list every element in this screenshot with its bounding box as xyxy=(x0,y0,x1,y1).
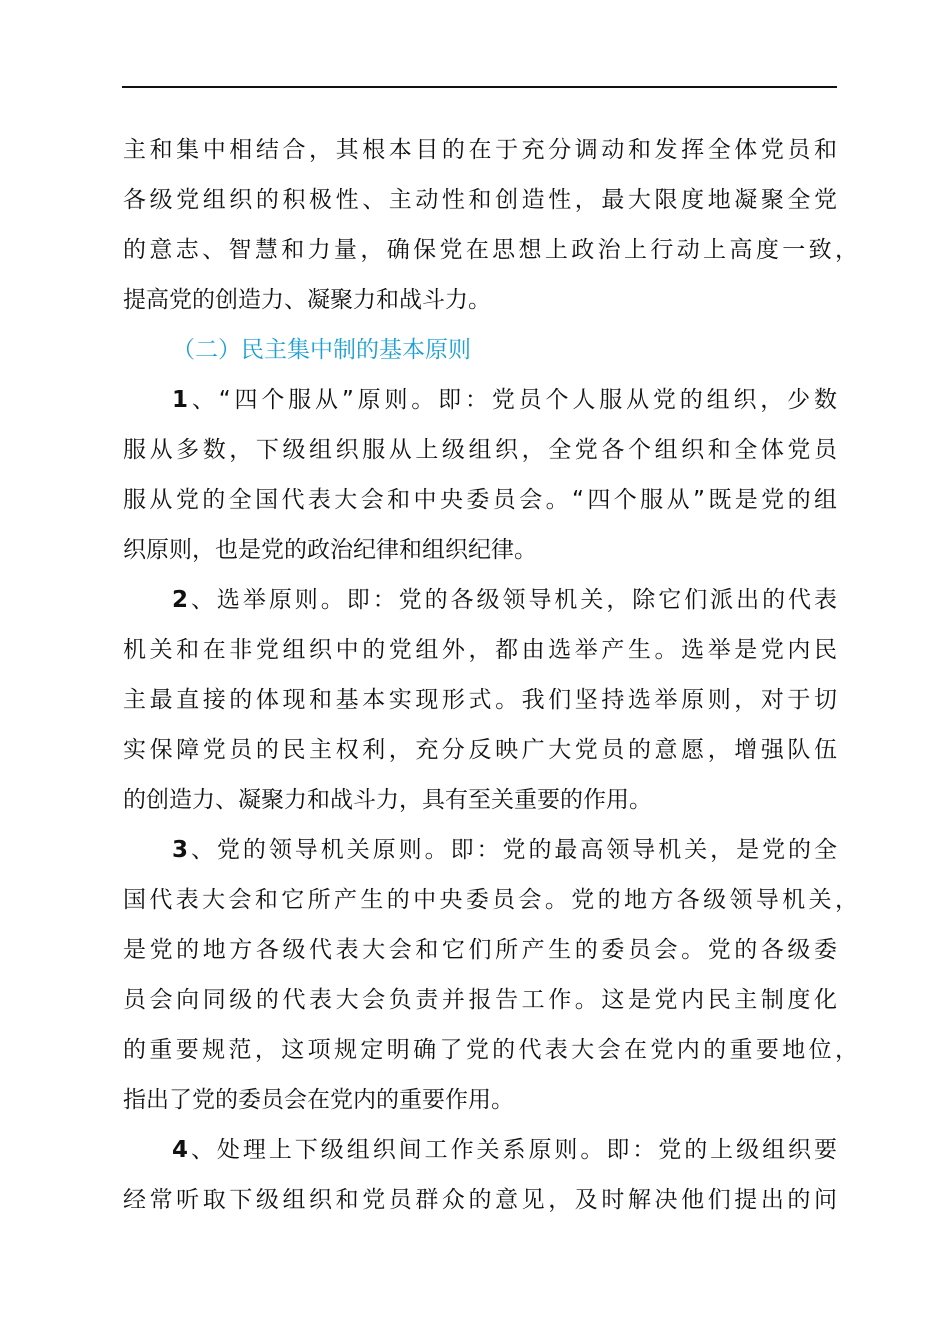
item-number: 3 xyxy=(172,837,189,863)
paragraph-first-line xyxy=(172,1125,837,1175)
paragraph-line: 主和集中相结合，其根本目的在于充分调动和发挥全体党员和 xyxy=(123,137,837,163)
paragraph-line: 织原则，也是党的政治纪律和组织纪律。 xyxy=(123,537,537,563)
paragraph-line-text: 、党的领导机关原则。即：党的最高领导机关，是党的全 xyxy=(188,837,837,863)
paragraph-first-line xyxy=(172,575,837,625)
item-number: 2 xyxy=(172,587,189,613)
header-rule xyxy=(122,86,837,88)
paragraph-line: 经常听取下级组织和党员群众的意见，及时解决他们提出的问 xyxy=(123,1187,837,1213)
paragraph-line: 各级党组织的积极性、主动性和创造性，最大限度地凝聚全党 xyxy=(123,187,837,213)
paragraph-line: 服从党的全国代表大会和中央委员会。“四个服从”既是党的组 xyxy=(123,487,837,513)
paragraph-line: 实保障党员的民主权利，充分反映广大党员的意愿，增强队伍 xyxy=(123,737,837,763)
paragraph-first-line xyxy=(172,375,837,425)
paragraph-line-text: 、“四个服从”原则。即：党员个人服从党的组织，少数 xyxy=(188,387,837,413)
section-heading: （二）民主集中制的基本原则 xyxy=(172,337,471,363)
paragraph-line: 服从多数，下级组织服从上级组织，全党各个组织和全体党员 xyxy=(123,437,837,463)
paragraph-line: 提高党的创造力、凝聚力和战斗力。 xyxy=(123,287,491,313)
paragraph-line: 的重要规范，这项规定明确了党的代表大会在党内的重要地位， xyxy=(123,1037,858,1063)
paragraph-line: 主最直接的体现和基本实现形式。我们坚持选举原则，对于切 xyxy=(123,687,837,713)
paragraph-line: 是党的地方各级代表大会和它们所产生的委员会。党的各级委 xyxy=(123,937,837,963)
paragraph-line-text: 、处理上下级组织间工作关系原则。即：党的上级组织要 xyxy=(188,1137,837,1163)
paragraph-line: 国代表大会和它所产生的中央委员会。党的地方各级领导机关， xyxy=(123,887,858,913)
paragraph-line-text: 、选举原则。即：党的各级领导机关，除它们派出的代表 xyxy=(188,587,837,613)
paragraph-line: 的意志、智慧和力量，确保党在思想上政治上行动上高度一致， xyxy=(123,237,858,263)
paragraph-line: 指出了党的委员会在党内的重要作用。 xyxy=(123,1087,514,1113)
paragraph-line: 员会向同级的代表大会负责并报告工作。这是党内民主制度化 xyxy=(123,987,837,1013)
item-number: 1 xyxy=(172,387,189,413)
paragraph-first-line xyxy=(172,825,837,875)
paragraph-line: 的创造力、凝聚力和战斗力，具有至关重要的作用。 xyxy=(123,787,652,813)
item-number: 4 xyxy=(172,1137,189,1163)
paragraph-line: 机关和在非党组织中的党组外，都由选举产生。选举是党内民 xyxy=(123,637,837,663)
